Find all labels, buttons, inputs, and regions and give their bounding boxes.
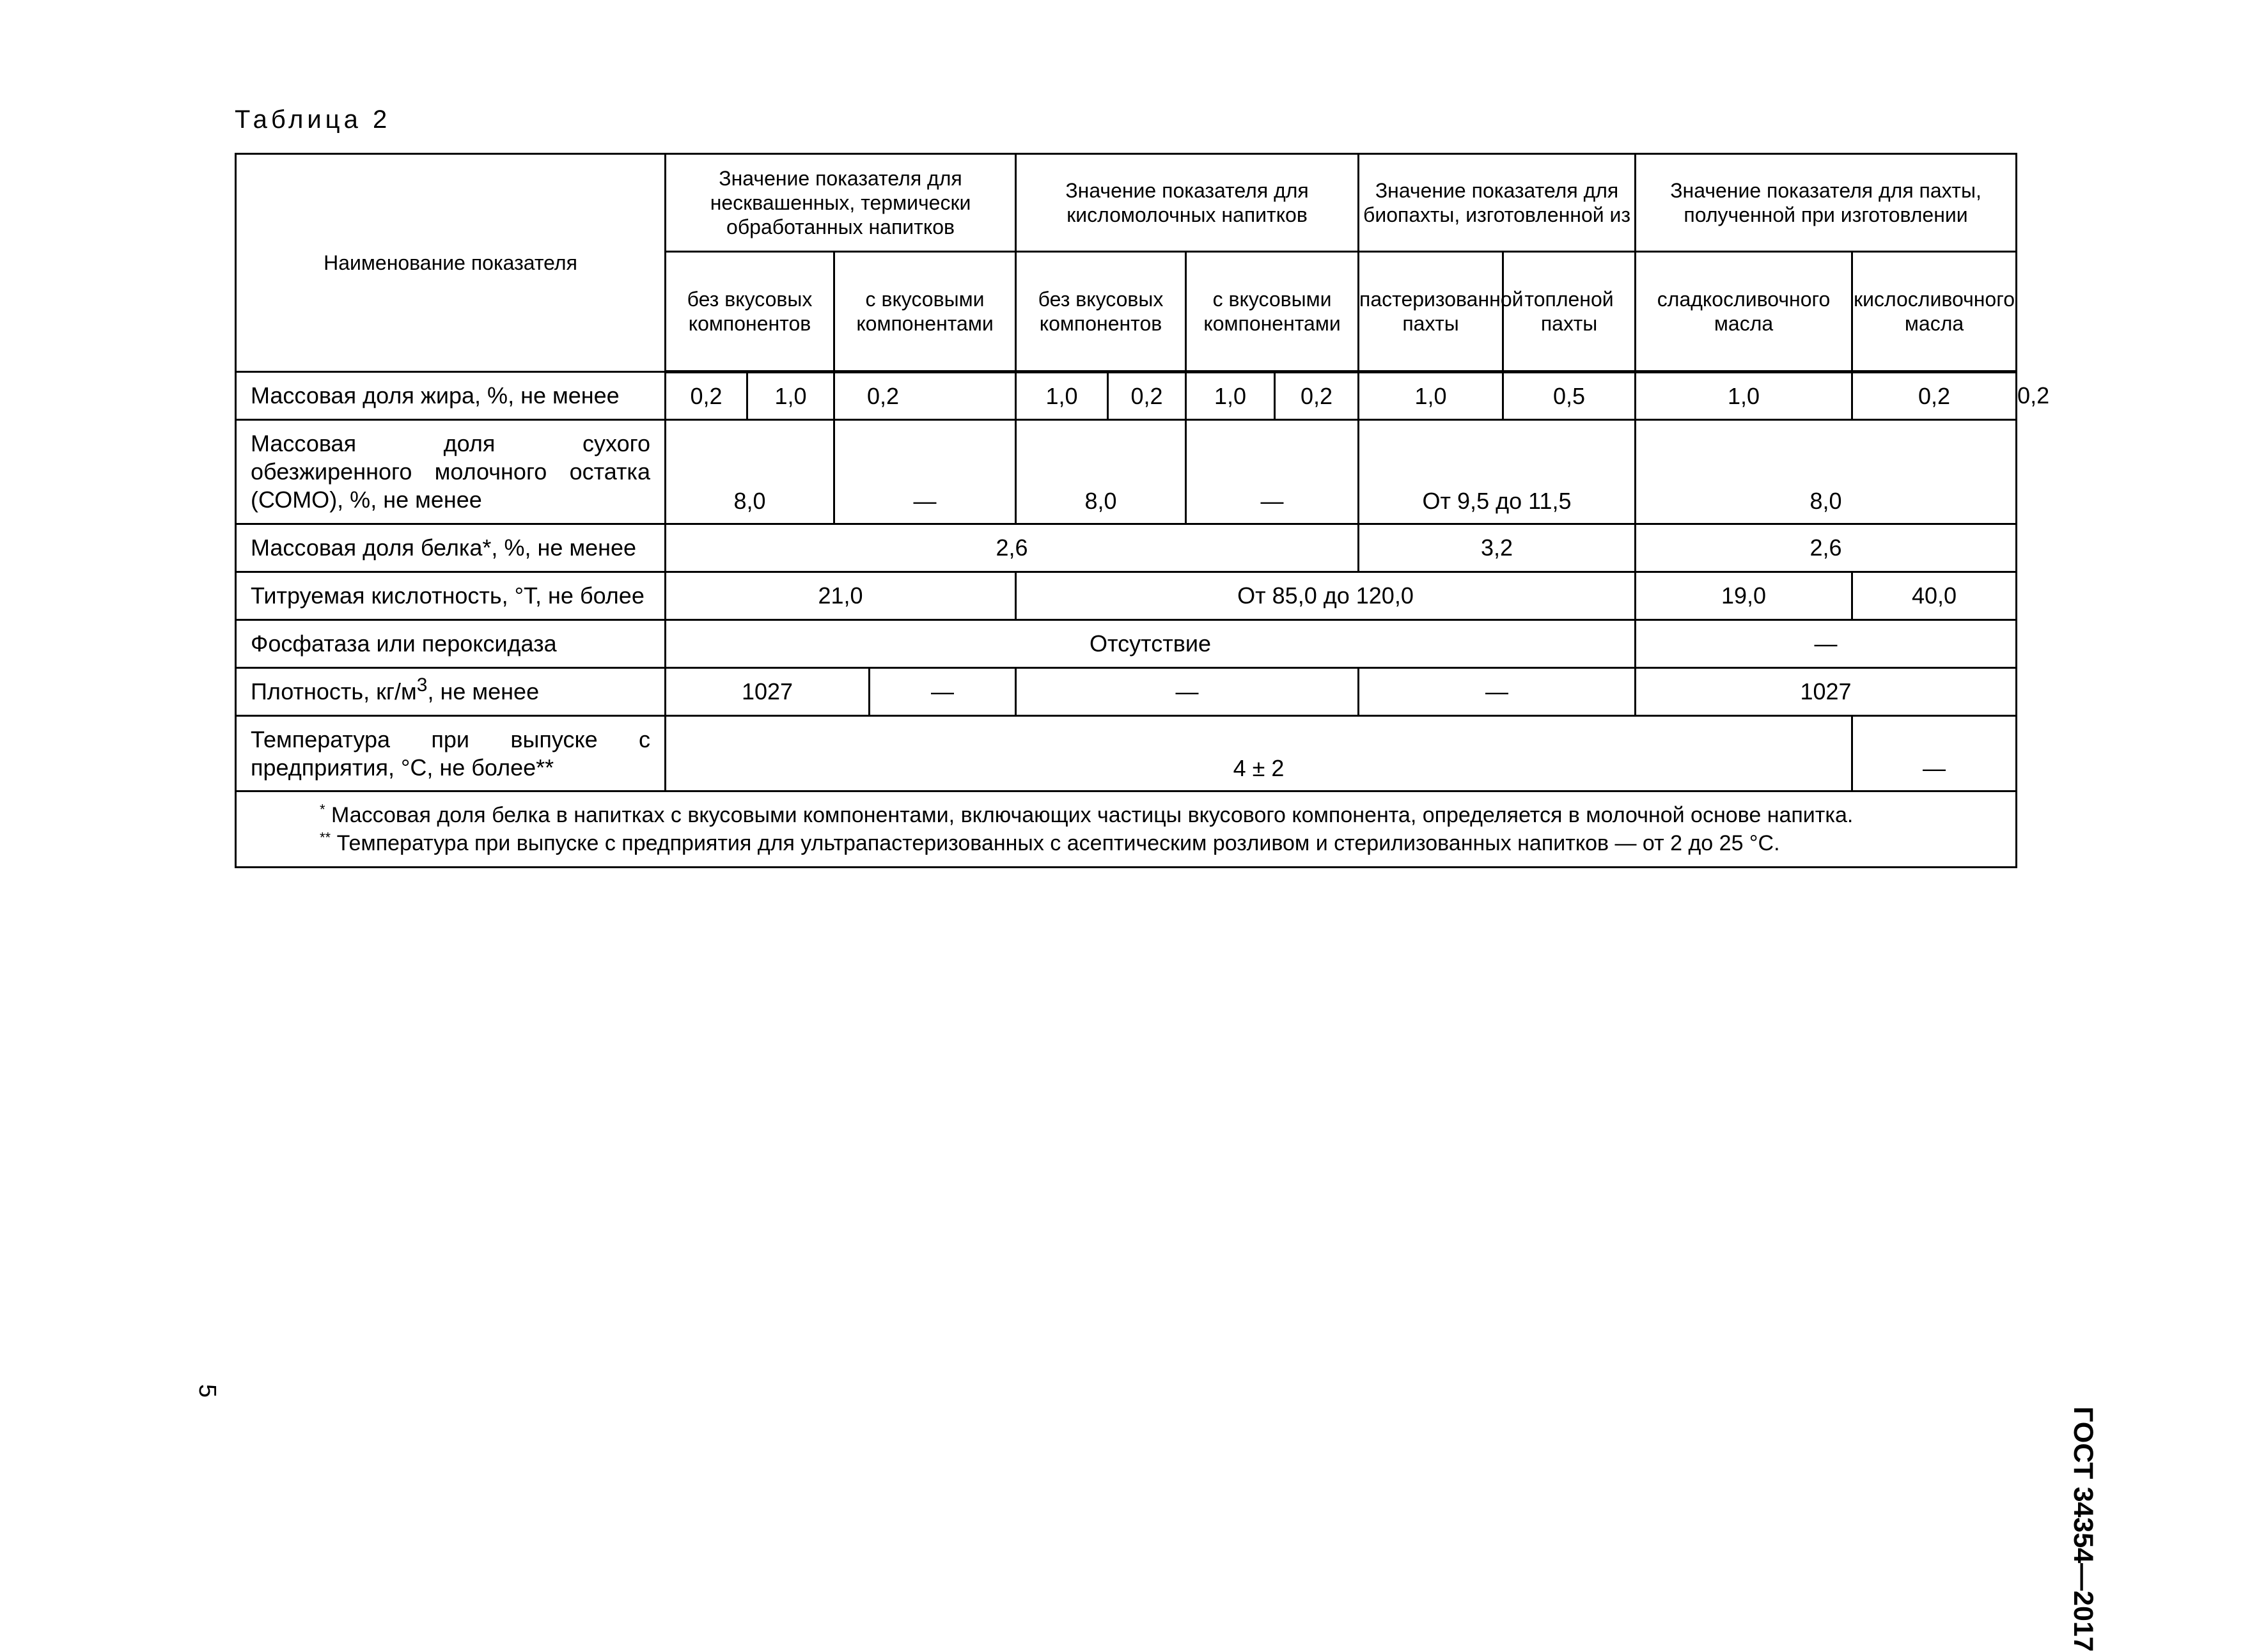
value-cell: —	[870, 668, 1016, 716]
value-cell: 40,0	[1852, 572, 2017, 620]
subheader-cell: сладкосливочного масла	[1636, 252, 1852, 372]
value-cell: 1027	[1636, 668, 2017, 716]
header-group-fermented: Значение показателя для кисломолочных напитков	[1016, 154, 1359, 252]
subheader-cell: без вкусовых компонентов	[1016, 252, 1186, 372]
value-cell: 0,2	[1275, 372, 1359, 420]
row-label: Массовая доля жира, %, не менее	[236, 372, 666, 420]
row-label: Плотность, $кг/м^3$, не менее	[236, 668, 666, 716]
value-cell: 1,0	[1359, 372, 1503, 420]
value-cell: 2,6	[666, 524, 1359, 572]
value-cell: 1,0	[747, 372, 834, 420]
value-cell: 2,6	[1636, 524, 2017, 572]
subheader-cell: пастеризованной пахты	[1359, 252, 1503, 372]
value-cell: 1,0	[1636, 372, 1852, 420]
footnote-protein: * Массовая доля белка в напитках с вкусовыми компонентами, включающих частицы вкусового компонента, определяется в молочной основе напитка.	[320, 801, 1854, 827]
footnotes	[236, 791, 2017, 868]
row-label: Температура при выпуске с предприятия, °С, не более**	[236, 716, 666, 791]
header-name-column: Наименование показателя	[236, 154, 666, 372]
value-cell: 4 ± 2	[666, 716, 1852, 791]
page-number: 5	[194, 1384, 221, 1398]
value-cell: 0,2	[666, 372, 747, 420]
table-row-somo	[236, 420, 2017, 524]
value-cell: —	[1852, 716, 2017, 791]
value-cell: 21,0	[666, 572, 1016, 620]
row-label: Фосфатаза или пероксидаза	[236, 620, 666, 668]
document-number: ГОСТ 34354—2017	[2068, 1407, 2098, 1652]
header-group-unfermented: Значение показателя для несквашенных, термически обработанных напитков	[666, 154, 1016, 252]
value-cell: 0,2	[1852, 372, 2017, 420]
value-cell: 1027	[666, 668, 870, 716]
value-cell: 8,0	[666, 420, 834, 524]
table-row-density	[236, 668, 2017, 716]
value-cell: 1,0	[1016, 372, 1108, 420]
footnote-temperature: ** Температура при выпуске с предприятия для ультрапастеризованных с асептическим розливом и стерилизованных напитков — от 2 до 25 °С.	[320, 829, 1780, 855]
table-row-temperature	[236, 716, 2017, 791]
value-cell: 8,0	[1636, 420, 2017, 524]
value-cell: 1,0	[1186, 372, 1275, 420]
value-cell: От 85,0 до 120,0	[1016, 572, 1636, 620]
value-cell: 0,2	[834, 372, 1016, 420]
table-row-phosphatase	[236, 620, 2017, 668]
value-cell: От 9,5 до 11,5	[1359, 420, 1636, 524]
header-group-buttermilk: Значение показателя для пахты, полученной при изготовлении	[1636, 154, 2017, 252]
value-cell: 3,2	[1359, 524, 1636, 572]
indicators-table	[235, 153, 2050, 868]
table-caption: Таблица 2	[235, 105, 391, 134]
value-cell: 0,5	[1503, 372, 1636, 420]
row-label: Массовая доля сухого обезжиренного молочного остатка (СОМО), %, не менее	[236, 420, 666, 524]
value-cell: —	[1636, 620, 2017, 668]
subheader-cell: с вкусовыми компонентами	[1186, 252, 1359, 372]
subheader-cell: кислосливочного масла	[1852, 252, 2017, 372]
row-label: Титруемая кислотность, °Т, не более	[236, 572, 666, 620]
table-row-fat: Массовая доля жира, %, не менее 0,2 1,0 0,2 1,0 0,2 1,0 0,2 1,0 0,5 1,0 0,2 0,2	[236, 372, 2017, 420]
value-cell: —	[1359, 668, 1636, 716]
subheader-cell: топленой пахты	[1503, 252, 1636, 372]
subheader-cell: без вкусовых компонентов	[666, 252, 834, 372]
subheader-cell: с вкусовыми компонентами	[834, 252, 1016, 372]
table-footnotes-row	[236, 791, 2017, 868]
table-row-acidity	[236, 572, 2017, 620]
table-row-protein	[236, 524, 2017, 572]
value-cell: 0,2	[1108, 372, 1186, 420]
value-cell: Отсутствие	[666, 620, 1636, 668]
value-cell: 19,0	[1636, 572, 1852, 620]
row-label: Массовая доля белка*, %, не менее	[236, 524, 666, 572]
value-cell: —	[1186, 420, 1359, 524]
header-group-biobuttermilk: Значение показателя для биопахты, изготовленной из	[1359, 154, 1636, 252]
value-cell: —	[834, 420, 1016, 524]
value-cell: 8,0	[1016, 420, 1186, 524]
value-cell: —	[1016, 668, 1359, 716]
